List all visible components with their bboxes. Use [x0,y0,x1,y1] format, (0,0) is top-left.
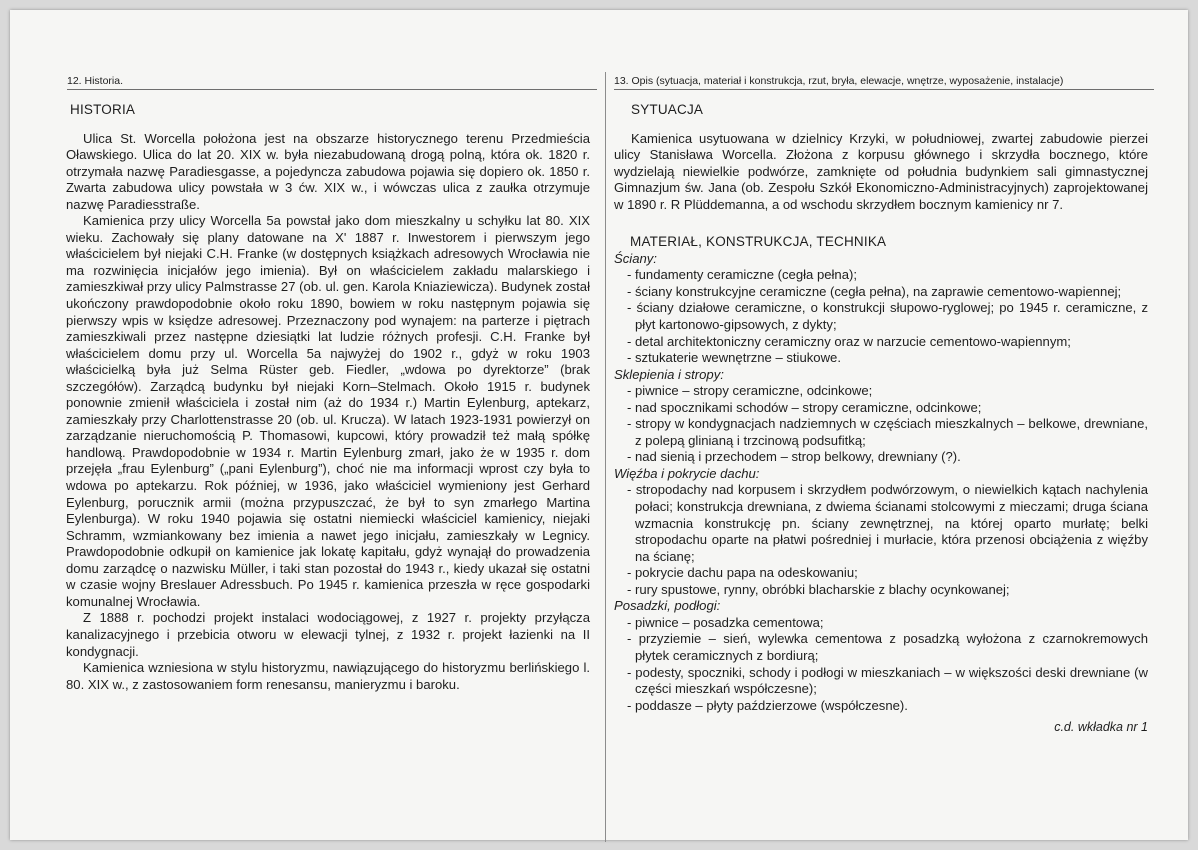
list-item: - nad spocznikami schodów – stropy ceramiczne, odcinkowe; [627,399,982,415]
floors-heading: Posadzki, podłogi: [614,598,721,614]
list-item: - pokrycie dachu papa na odeskowaniu; [627,565,858,581]
list-item: - ściany działowe ceramiczne, o konstrukcji słupowo-ryglowej; po 1945 r. ceramiczne, z płyt kartonowo-gipsowych, z dykty; [627,300,1148,333]
list-item: - poddasze – płyty paździerzowe (współczesne). [627,697,908,713]
list-item: - sztukaterie wewnętrzne – stiukowe. [627,350,841,366]
roof-list [614,482,1148,598]
list-item: - stropodachy nad korpusem i skrzydłem podwórzowym, o niewielkich kątach nachylenia połaci; konstrukcja drewniana, z dwiema ścianami stolcowymi z mieczami; druga ściana wzmacnia konstrukcję pn. ściany zewnętrznej, na której oparto murłatę; belki stropodachu oparte na płatwi pośredniej i murłacie, która przenosi obciążenia z więźby na ścianę; [627,482,1148,564]
list-item: - detal architektoniczny ceramiczny oraz w narzucie cementowo-wapiennym; [627,333,1071,349]
roof-heading: Więźba i pokrycie dachu: [614,465,760,481]
material-title: MATERIAŁ, KONSTRUKCJA, TECHNIKA [630,234,887,250]
walls-heading: Ściany: [614,250,657,266]
history-paragraph: Ulica St. Worcella położona jest na obszarze historycznego terenu Przedmieścia Oławskiego. Ulica do lat 20. XIX w. była niezabudowaną drogą polną, która ok. 1820 r. otrzymała nazwę Paradiesgasse, a pojedyncza zabudowa pojawia się dopiero ok. 1850 r. Zwarta zabudowa ulicy powstała w 3 ćw. XIX w., i wówczas ulica z zaułka otrzymuje nazwę Paradiesstraße. [66,130,590,212]
list-item: - fundamenty ceramiczne (cegła pełna); [627,267,857,283]
floors-list [614,615,1148,714]
left-column-header: 12. Historia. [67,74,597,90]
list-item: - rury spustowe, rynny, obróbki blacharskie z blachy ocynkowanej; [627,581,1010,597]
list-item: - ściany konstrukcyjne ceramiczne (cegła pełna), na zaprawie cementowo-wapiennej; [627,283,1122,299]
column-divider [605,72,606,842]
list-item: - piwnice – stropy ceramiczne, odcinkowe; [627,383,873,399]
continuation-note: c.d. wkładka nr 1 [1054,720,1148,735]
list-item: - podesty, spoczniki, schody i podłogi w mieszkaniach – w większości deski drewniane (w części mieszkań współczesne); [627,664,1148,697]
vaults-list [614,383,1148,466]
left-column [66,102,590,693]
walls-list [614,267,1148,366]
list-item: - stropy w kondygnacjach nadziemnych w częściach mieszkalnych – belkowe, drewniane, z polepą glinianą i trzcinową podsufitką; [627,416,1148,448]
history-paragraph: Z 1888 r. pochodzi projekt instalaci wodociągowej, z 1927 r. projekty przyłącza kanalizacyjnego i przebicia otworu w elewacji tylnej, z 1932 r. projekt łazienki na II kondygnacji. [66,610,590,659]
history-paragraph: Kamienica wzniesiona w stylu historyzmu, nawiązującego do historyzmu berlińskiego l. 80. XIX w., z zastosowaniem form renesansu, manieryzmu i baroku. [66,660,590,692]
right-column-header: 13. Opis (sytuacja, materiał i konstrukcja, rzut, bryła, elewacje, wnętrze, wyposażenie, instalacje) [614,74,1154,90]
situation-title: SYTUACJA [631,102,704,117]
situation-paragraph: Kamienica usytuowana w dzielnicy Krzyki, w południowej, zwartej zabudowie pierzei ulicy Stanisława Worcella. Złożona z korpusu głównego i skrzydła bocznego, które wydzielają niewielkie podwórze, zamknięte od południa budynkiem sali gimnastycznej Gimnazjum św. Jana (ob. Zespołu Szkół Ekonomiczno-Administracyjnych) zaprojektowanej w 1890 r. R Plüddemanna, a od wschodu skrzydłem bocznym kamienicy nr 7. [614,130,1148,212]
document-page [10,10,1188,840]
list-item: - nad sienią i przechodem – strop belkowy, drewniany (?). [627,449,961,465]
list-item: - piwnice – posadzka cementowa; [627,614,824,630]
list-item: - przyziemie – sień, wylewka cementowa z posadzką wyłożona z czarnokremowych płytek ceramicznych z bordiurą; [627,631,1148,663]
vaults-heading: Sklepienia i stropy: [614,366,724,382]
history-title: HISTORIA [70,102,136,117]
history-paragraph: Kamienica przy ulicy Worcella 5a powstał jako dom mieszkalny u schyłku lat 80. XIX wieku. Zachowały się plany datowane na X' 1887 r. Inwestorem i pierwszym jego właścicielem był niejaki C.H. Franke (w dostępnych książkach adresowych Wrocławia nie ma rozwinięcia inicjałów jego imienia). Był on właścicielem zakładu malarskiego i zamieszkiwał przy ulicy Palmstrasse 27 (ob. ul. gen. Karola Kniaziewicza). Budynek został ukończony prawdopodobnie około roku 1890, bowiem w roku następnym pojawia się pierwszy wpis w księdze adresowej. Przeznaczony pod wynajem: na parterze i piętrach zamieszkiwali przez następne dziesiątki lat ludzie różnych profesji. C.H. Franke był właścicielem domu przy ul. Worcella 5a najwyżej do 1902 r., gdyż w roku 1903 właścicielką była już Selma Rüster geb. Fiedler, „wdowa po dyrektorze” (brak szczegółów). Zarządcą budynku był niejaki Korn–Stelmach. Około 1915 r. budynek ponownie zmienił właściciela i został nim (aż do 1934 r.) Martin Eylenburg, aptekarz, zamieszkały przy Charlottenstrasse 20 (ob. ul. Krucza). W latach 1923-1931 powierzył on zarządzanie nieruchomością P. Thomasowi, kupcowi, który prowadził też małą spółkę handlową. Prawdopodobnie w 1934 r. Martin Eylenburg zmarł, jako że w 1935 r. dom przejęła „frau Eylenburg” („pani Eylenburg”), choć nie ma informacji wprost czy była to wdowa po aptekarzu. Rok później, w 1936, jako właściciel wymieniony jest Gerhard Eylenburg, porucznik armii (można przypuszczać, że był to syn zmarłego Martina Eylenburga). W roku 1940 pojawia się ostatni niemiecki właściciel kamienicy, niejaki Schramm, wzmiankowany bez imienia a nawet jego inicjału, zamieszkały w Legnicy. Prawdopodobnie odkupił on kamienice jak lokatę kapitału, gdyż wynajął do prowadzenia domu zarządcę o nazwisku Müller, i taki stan pozostał do 1943 r., kiedy ukazał się ostatni w czasie wojny Breslauer Adressbuch. Po 1945 r. kamienica przeszła w ręce gospodarki komunalnej Wrocławia. [66,213,590,609]
right-column [614,102,1148,736]
